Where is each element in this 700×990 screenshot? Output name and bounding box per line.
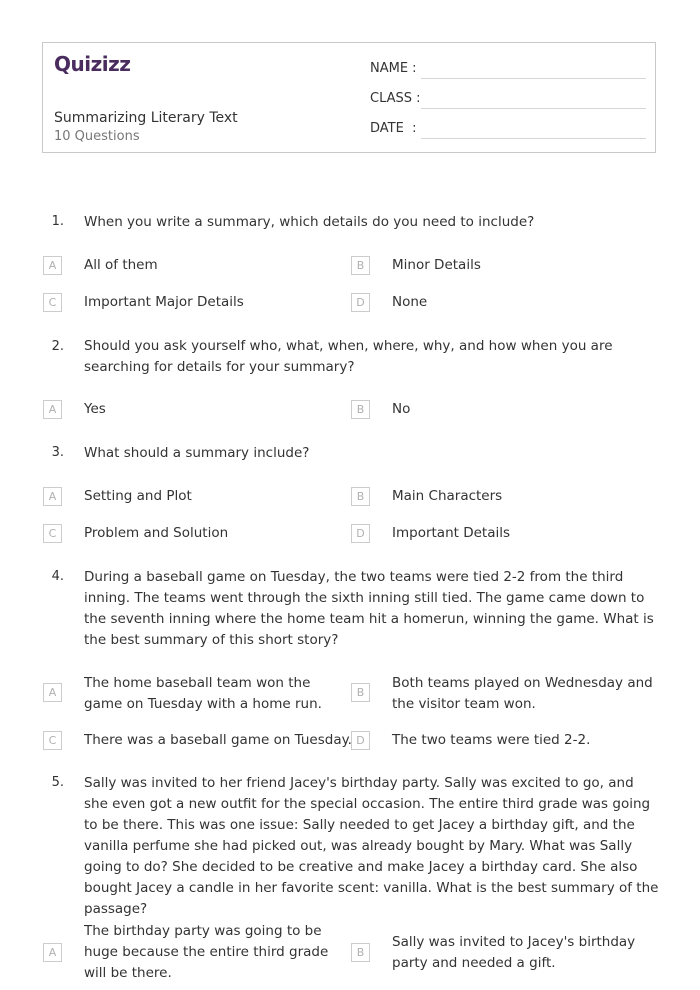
option-letter-box[interactable]: A bbox=[43, 943, 62, 962]
option-text[interactable]: None bbox=[392, 294, 428, 310]
option-text[interactable]: Problem and Solution bbox=[84, 525, 229, 541]
option-letter-box[interactable]: D bbox=[351, 293, 370, 312]
option-letter-box[interactable]: B bbox=[351, 487, 370, 506]
option-letter-box[interactable]: A bbox=[43, 400, 62, 419]
option-text[interactable]: No bbox=[392, 401, 411, 417]
option-letter-box[interactable]: A bbox=[43, 487, 62, 506]
question-number: 2. bbox=[51, 339, 64, 354]
question-text: Sally was invited to her friend Jacey's birthday party. Sally was excited to go, and she even got a new outfit for the special occasion. The entire third grade was going to be there. This was one issue: Sally needed to get Jacey a birthday gift, and the vanilla perfume she had picked out, was already bought by Mary. What was Sally going to do? She decided to be creative and make Jacey a birthday card. She also bought Jacey a candle in her favorite scent: vanilla. What is the best summary of the passage? bbox=[84, 775, 659, 917]
option-text[interactable]: Minor Details bbox=[392, 257, 481, 273]
class-label: CLASS : bbox=[370, 91, 421, 106]
option-letter-box[interactable]: D bbox=[351, 731, 370, 750]
question-count: 10 Questions bbox=[54, 129, 140, 144]
quizizz-logo: Quizizz bbox=[54, 52, 131, 76]
option-letter-box[interactable]: C bbox=[43, 524, 62, 543]
question-text: During a baseball game on Tuesday, the two teams were tied 2-2 from the third inning. The teams went through the sixth inning still tied. The game came down to the seventh inning where the home team hit a homerun, winning the game. What is the best summary of this short story? bbox=[84, 569, 654, 648]
question-number: 5. bbox=[51, 775, 64, 790]
option-text[interactable]: The home baseball team won the game on Tuesday with a home run. bbox=[84, 675, 322, 712]
option-text[interactable]: Yes bbox=[84, 401, 106, 417]
option-letter-box[interactable]: B bbox=[351, 256, 370, 275]
option-text[interactable]: Setting and Plot bbox=[84, 488, 192, 504]
option-text[interactable]: Both teams played on Wednesday and the visitor team won. bbox=[392, 675, 653, 712]
date-label: DATE : bbox=[370, 121, 417, 136]
option-text[interactable]: The two teams were tied 2-2. bbox=[392, 732, 591, 748]
option-letter-box[interactable]: D bbox=[351, 524, 370, 543]
option-letter-box[interactable]: B bbox=[351, 400, 370, 419]
question-number: 1. bbox=[51, 214, 64, 229]
name-line[interactable] bbox=[421, 78, 646, 79]
worksheet-title: Summarizing Literary Text bbox=[54, 110, 238, 126]
question-text: When you write a summary, which details do you need to include? bbox=[84, 214, 535, 230]
option-text[interactable]: Main Characters bbox=[392, 488, 503, 504]
question-text: What should a summary include? bbox=[84, 445, 310, 461]
option-letter-box[interactable]: A bbox=[43, 683, 62, 702]
option-text[interactable]: Important Major Details bbox=[84, 294, 244, 310]
option-text[interactable]: Important Details bbox=[392, 525, 511, 541]
date-line[interactable] bbox=[421, 138, 646, 139]
question-text: Should you ask yourself who, what, when, where, why, and how when you are searching for details for your summary? bbox=[84, 338, 613, 375]
option-letter-box[interactable]: C bbox=[43, 293, 62, 312]
name-label: NAME : bbox=[370, 61, 417, 76]
class-line[interactable] bbox=[421, 108, 646, 109]
option-letter-box[interactable]: B bbox=[351, 683, 370, 702]
option-letter-box[interactable]: A bbox=[43, 256, 62, 275]
option-text[interactable]: Sally was invited to Jacey's birthday party and needed a gift. bbox=[392, 934, 636, 971]
option-text[interactable]: There was a baseball game on Tuesday. bbox=[84, 732, 352, 748]
question-number: 4. bbox=[51, 569, 64, 584]
option-text[interactable]: The birthday party was going to be huge because the entire third grade will be there. bbox=[84, 923, 329, 981]
option-letter-box[interactable]: C bbox=[43, 731, 62, 750]
option-letter-box[interactable]: B bbox=[351, 943, 370, 962]
option-text[interactable]: All of them bbox=[84, 257, 158, 273]
question-number: 3. bbox=[51, 445, 64, 460]
